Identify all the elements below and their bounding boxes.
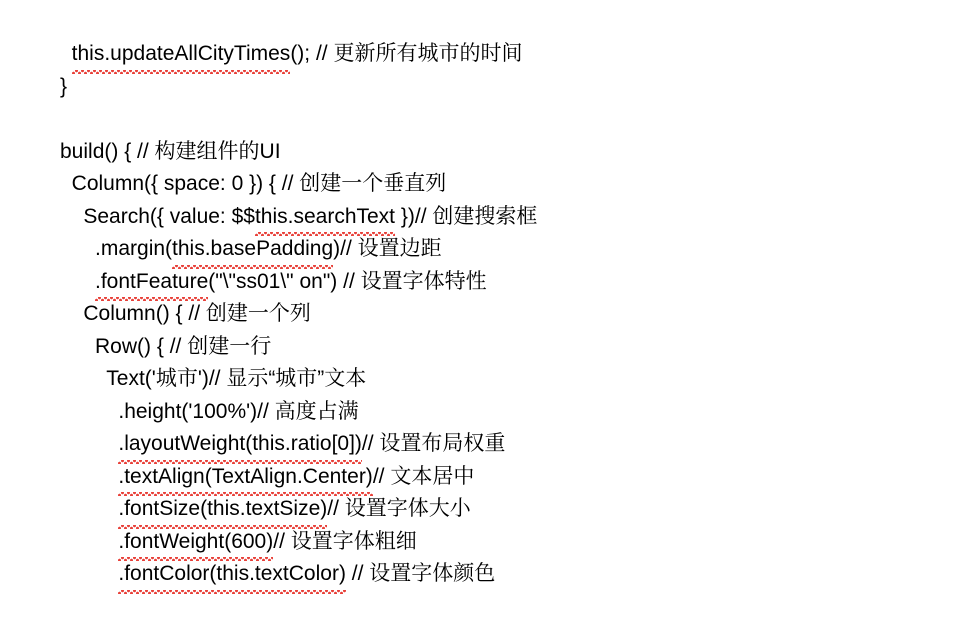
code-indent [60,400,118,423]
code-line [60,331,940,364]
code-indent [60,562,118,585]
code-text: // 设置字体大小 [327,497,471,520]
code-line [60,38,940,71]
code-line [60,168,940,201]
code-line [60,428,940,461]
code-text: // 设置字体颜色 [345,562,496,585]
code-line [60,266,940,299]
code-indent [60,367,106,390]
code-text: .height('100%')// 高度占满 [118,399,359,423]
code-text: ("\"ss01\" on") // 设置字体特性 [208,269,487,293]
spellcheck-underlined-text: this.updateAllCityTimes [72,38,291,72]
code-indent [60,270,95,293]
code-line [60,71,940,104]
code-text: .margin( [95,237,173,260]
code-line [60,396,940,429]
code-indent [60,205,83,228]
code-line [60,493,940,526]
code-indent [60,465,118,488]
code-line [60,363,940,396]
code-text: Row() { // 创建一行 [95,334,272,358]
code-indent [60,530,118,553]
code-text: } [60,74,68,98]
spellcheck-underlined-text: .fontWeight(600) [118,526,273,560]
code-indent [60,497,118,520]
code-line [60,298,940,331]
code-indent [60,432,118,455]
code-text: Column({ space: 0 }) { // 创建一个垂直列 [71,172,447,195]
code-line [60,526,940,559]
code-text: (); // 更新所有城市的时间 [290,42,523,65]
code-line [60,201,940,234]
code-indent [60,42,72,65]
code-text: Search({ value: $$ [83,204,255,228]
code-blank-line [60,103,940,136]
spellcheck-underlined-text: .layoutWeight(this.ratio[0]) [118,428,362,462]
code-indent [60,302,83,325]
spellcheck-underlined-text: .textAlign(TextAlign.Center) [118,461,372,495]
code-indent [60,335,95,358]
code-text: )// 设置边距 [333,237,442,260]
spellcheck-underlined-text: .fontFeature [95,266,208,300]
code-line [60,233,940,266]
spellcheck-underlined-text: .fontColor(this.textColor) [118,558,346,592]
code-text: // 设置布局权重 [361,432,506,455]
code-block [60,38,940,591]
code-indent [60,172,72,195]
spellcheck-underlined-text: this.searchText [255,201,395,235]
code-line [60,136,940,169]
code-text: // 文本居中 [372,464,475,488]
code-text: Text('城市')// 显示“城市”文本 [106,367,367,390]
code-line [60,461,940,494]
code-indent [60,237,95,260]
spellcheck-underlined-text: this.basePadding [172,233,333,267]
code-text: Column() { // 创建一个列 [83,302,311,325]
code-text: })// 创建搜索框 [395,204,538,228]
code-text: build() { // 构建组件的UI [60,139,281,163]
code-text: // 设置字体粗细 [273,529,417,553]
code-line [60,558,940,591]
spellcheck-underlined-text: .fontSize(this.textSize) [118,493,327,527]
